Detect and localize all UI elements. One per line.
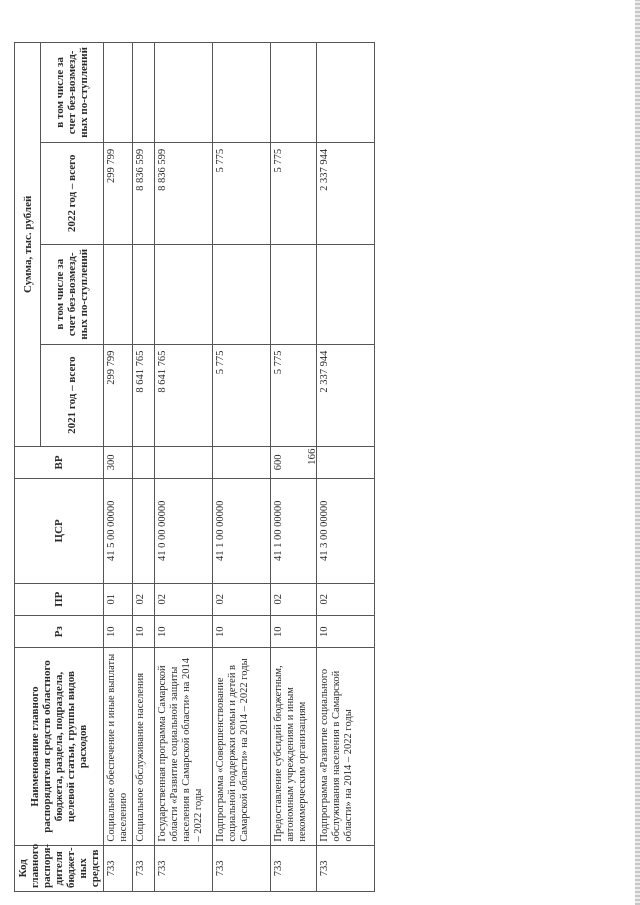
cell-name: Подпрограмма «Совершенствование социальной поддержки семьи и детей в Самарской области» на 2014 – 2022 годы: [213, 648, 271, 845]
cell-csr: 41 0 00 00000: [155, 479, 213, 583]
col-header-name: Наименование главного распорядителя средств областного бюджета, раздела, подраздела, целевой статьи, группы видов расходов: [15, 648, 104, 845]
col-header-2021-gratuitous: в том числе за счет без-возмезд-ных по-ступлений: [41, 244, 104, 344]
cell-name: Предоставление субсидий бюджетным, автономным учреждениям и иным некоммерческим организациям: [271, 648, 317, 845]
col-header-vr: ВР: [15, 446, 104, 478]
col-header-rz: Рз: [15, 615, 104, 647]
table-row: [317, 43, 375, 892]
cell-2022-gratuitous: [155, 43, 213, 143]
cell-name: Государственная программа Самарской области «Развитие социальной защиты населения в Самарской области» на 2014 – 2022 годы: [155, 648, 213, 845]
cell-vr: [133, 446, 155, 478]
cell-2022-total: 8 836 599: [133, 142, 155, 244]
table-row: [213, 43, 271, 892]
cell-code: 733: [317, 845, 375, 891]
cell-rz: 10: [271, 615, 317, 647]
table-row: [271, 43, 317, 892]
cell-2022-total: 2 337 944: [317, 142, 375, 244]
cell-vr: [155, 446, 213, 478]
col-header-2022-gratuitous: в том числе за счет без-возмезд-ных по-ступлений: [41, 43, 104, 143]
cell-vr: [213, 446, 271, 478]
col-header-2022-total: 2022 год – всего: [41, 142, 104, 244]
cell-vr: [317, 446, 375, 478]
cell-2022-gratuitous: [104, 43, 133, 143]
cell-2022-total: 5 775: [271, 142, 317, 244]
scan-edge: [635, 0, 640, 905]
cell-2021-total: 2 337 944: [317, 344, 375, 446]
col-header-pr: ПР: [15, 583, 104, 615]
cell-2021-total: 299 799: [104, 344, 133, 446]
cell-2021-gratuitous: [155, 244, 213, 344]
cell-2021-gratuitous: [213, 244, 271, 344]
cell-csr: [133, 479, 155, 583]
cell-code: 733: [155, 845, 213, 891]
cell-2021-gratuitous: [271, 244, 317, 344]
cell-rz: 10: [104, 615, 133, 647]
budget-table: [14, 42, 375, 892]
cell-2022-gratuitous: [271, 43, 317, 143]
cell-csr: 41 1 00 00000: [213, 479, 271, 583]
cell-rz: 10: [133, 615, 155, 647]
col-header-csr: ЦСР: [15, 479, 104, 583]
cell-2022-total: 5 775: [213, 142, 271, 244]
cell-code: 733: [104, 845, 133, 891]
cell-pr: 02: [213, 583, 271, 615]
cell-csr: 41 3 00 00000: [317, 479, 375, 583]
cell-2021-gratuitous: [133, 244, 155, 344]
cell-2021-total: 8 641 765: [155, 344, 213, 446]
cell-name: Подпрограмма «Развитие социального обслуживания населения в Самарской области» на 2014 – 2022 годы: [317, 648, 375, 845]
table-row: [133, 43, 155, 892]
cell-rz: 10: [155, 615, 213, 647]
cell-2021-total: 8 641 765: [133, 344, 155, 446]
cell-2022-gratuitous: [317, 43, 375, 143]
table-row: [155, 43, 213, 892]
cell-pr: 02: [317, 583, 375, 615]
col-header-code: Код главного распоря-дителя бюджет-ных средств: [15, 845, 104, 891]
cell-2021-total: 5 775: [271, 344, 317, 446]
cell-csr: 41 5 00 00000: [104, 479, 133, 583]
cell-2021-gratuitous: [317, 244, 375, 344]
cell-pr: 02: [271, 583, 317, 615]
cell-code: 733: [271, 845, 317, 891]
col-header-sum: Сумма, тыс. рублей: [15, 43, 41, 447]
cell-csr: 41 1 00 00000: [271, 479, 317, 583]
cell-vr: 600: [271, 446, 317, 478]
cell-rz: 10: [213, 615, 271, 647]
cell-name: Социальное обслуживание населения: [133, 648, 155, 845]
cell-2021-total: 5 775: [213, 344, 271, 446]
page-number: 166: [306, 448, 318, 465]
cell-2021-gratuitous: [104, 244, 133, 344]
table-row: [104, 43, 133, 892]
cell-rz: 10: [317, 615, 375, 647]
cell-2022-gratuitous: [133, 43, 155, 143]
cell-code: 733: [213, 845, 271, 891]
cell-code: 733: [133, 845, 155, 891]
cell-pr: 02: [133, 583, 155, 615]
cell-pr: 01: [104, 583, 133, 615]
cell-2022-gratuitous: [213, 43, 271, 143]
cell-2022-total: 8 836 599: [155, 142, 213, 244]
cell-pr: 02: [155, 583, 213, 615]
col-header-2021-total: 2021 год – всего: [41, 344, 104, 446]
cell-2022-total: 299 799: [104, 142, 133, 244]
cell-name: Социальное обеспечение и иные выплаты населению: [104, 648, 133, 845]
cell-vr: 300: [104, 446, 133, 478]
